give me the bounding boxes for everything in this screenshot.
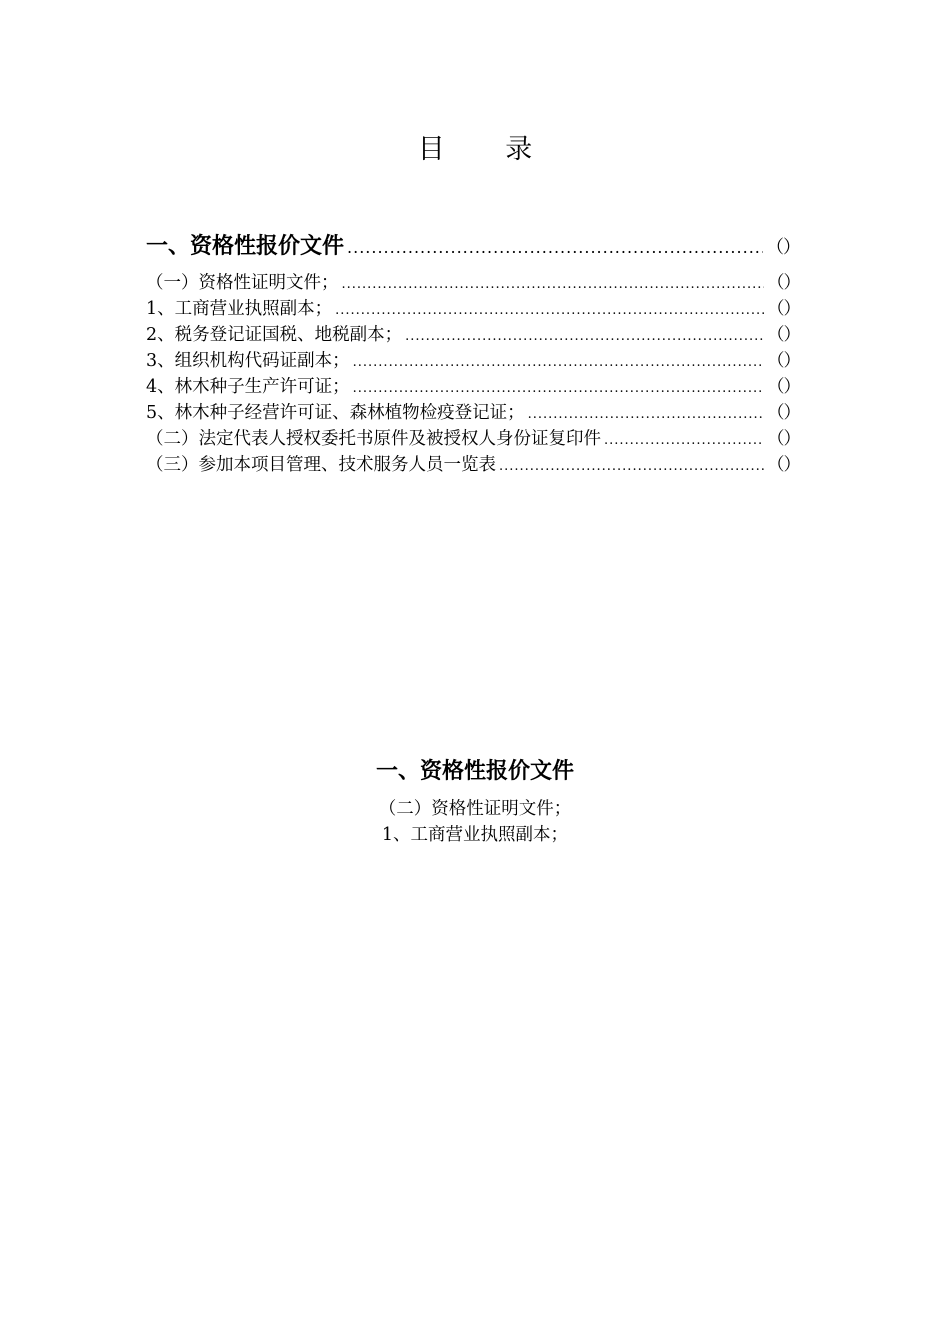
toc-page-number: （） [767,325,800,345]
section-heading: 一、资格性报价文件 [375,759,574,784]
toc-entry[interactable] [146,228,800,267]
toc-page-number: （） [767,377,800,397]
toc-entry[interactable] [146,271,800,297]
toc-title: 目 录 [417,134,559,165]
toc-leader-dots [342,272,765,297]
toc-entry[interactable] [146,427,800,453]
toc-entry[interactable] [146,401,800,427]
toc-entry-label: 一、资格性报价文件 [146,234,345,259]
toc-entry-label: 5、林木种子经营许可证、森林植物检疫登记证； [146,403,525,423]
toc-leader-dots [405,324,764,349]
toc-page-number: （） [767,429,800,449]
toc-entry-label: 3、组织机构代码证副本； [146,351,350,371]
toc-page-number: （） [767,273,800,293]
toc-leader-dots [528,402,764,427]
toc-page-number: （） [767,403,800,423]
toc-entry-label: （三）参加本项目管理、技术服务人员一览表 [146,455,496,475]
toc-entry-label: （二）法定代表人授权委托书原件及被授权人身份证复印件 [146,429,601,449]
section-subheading: （二）资格性证明文件； [378,799,572,819]
toc-entry-label: 4、林木种子生产许可证； [146,377,350,397]
toc-page-number: （） [767,455,800,475]
toc-leader-dots [335,298,764,323]
toc-page-number: （） [767,351,800,371]
toc-entry[interactable] [146,323,800,349]
toc-leader-dots [353,350,764,375]
toc-leader-dots [604,428,764,453]
toc-entry[interactable] [146,297,800,323]
toc-page-number: （） [767,299,800,319]
toc-entry[interactable] [146,349,800,375]
toc-entry-label: 2、税务登记证国税、地税副本； [146,325,403,345]
toc-entry[interactable] [146,375,800,401]
toc-entry-label: 1、工商营业执照副本； [146,299,333,319]
toc-page-number: （） [766,237,800,258]
toc-entry[interactable] [146,453,800,479]
toc-entry-label: （一）资格性证明文件； [146,273,339,293]
toc-leader-dots [499,454,764,479]
table-of-contents [146,228,800,479]
document-section [0,752,950,848]
toc-leader-dots [353,376,764,401]
toc-leader-dots [347,229,763,267]
section-item: 1、工商营业执照副本； [381,825,569,845]
